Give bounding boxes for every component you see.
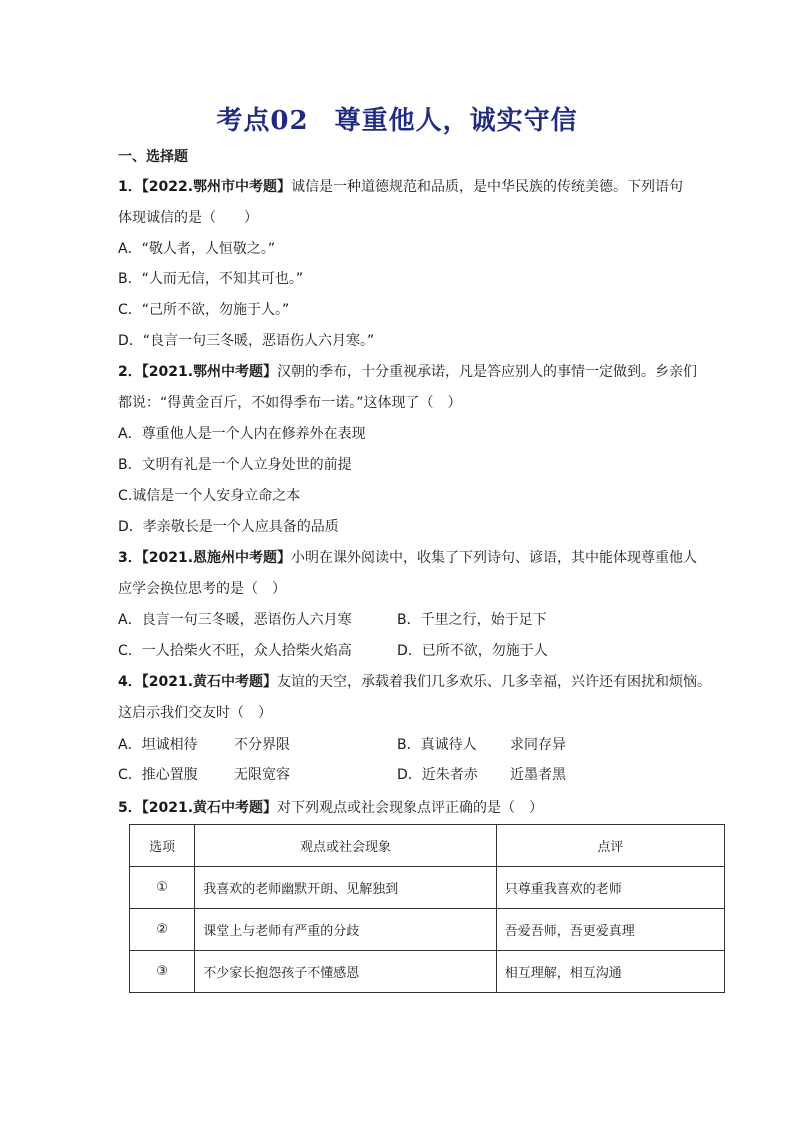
q3-stem-line1 xyxy=(118,549,697,567)
q1-option-d: D．“良言一句三冬暖，恶语伤人六月寒。” xyxy=(118,333,375,349)
q1-stem-line1 xyxy=(118,178,683,196)
q3-number: 3． xyxy=(118,550,142,566)
title-topic-number: 考点02 xyxy=(216,106,309,136)
q2-stem-line1 xyxy=(118,363,697,381)
table-cell-comment: 吾爱吾师，吾更爱真理 xyxy=(496,909,724,951)
table-cell-comment: 只尊重我喜欢的老师 xyxy=(496,867,724,909)
q4-number: 4． xyxy=(118,674,142,690)
table-cell-option: ① xyxy=(130,867,195,909)
q5-table xyxy=(129,824,725,993)
table-row xyxy=(130,867,725,909)
q3-option-d: D．已所不欲，勿施于人 xyxy=(397,643,548,659)
q4-option-c-label: C．推心置腹 xyxy=(118,767,198,783)
table-header-cell: 选项 xyxy=(130,825,195,867)
q3-option-b: B．千里之行，始于足下 xyxy=(397,612,547,628)
q1-stem-line2: 体现诚信的是（ ） xyxy=(118,210,258,226)
q3-text1: 小明在课外阅读中，收集了下列诗句、谚语，其中能体现尊重他人 xyxy=(291,550,698,566)
q2-source: 【2021.鄂州中考题】 xyxy=(141,364,278,380)
q4-option-d-label: D．近朱者赤 xyxy=(397,767,478,783)
section-heading: 一、选择题 xyxy=(118,149,188,165)
table-row xyxy=(130,909,725,951)
table-cell-option: ③ xyxy=(130,951,195,993)
q4-option-d-text: 近墨者黑 xyxy=(510,767,566,783)
q5-number: 5． xyxy=(118,800,142,816)
q2-option-c: C.诚信是一个人安身立命之本 xyxy=(118,488,301,504)
q2-stem-line2: 都说：“得黄金百斤，不如得季布一诺。”这体现了（ ） xyxy=(118,395,462,411)
q1-option-c: C．“己所不欲，勿施于人。” xyxy=(118,302,290,318)
q2-text1: 汉朝的季布，十分重视承诺，凡是答应别人的事情一定做到。乡亲们 xyxy=(277,364,698,380)
page-title xyxy=(0,100,794,137)
q2-option-b: B．文明有礼是一个人立身处世的前提 xyxy=(118,457,352,473)
q4-text1: 友谊的天空，承载着我们几多欢乐、几多幸福，兴许还有困扰和烦恼。 xyxy=(277,674,712,690)
q1-option-a: A．“敬人者，人恒敬之。” xyxy=(118,241,276,257)
q5-text1: 对下列观点或社会现象点评正确的是（ ） xyxy=(277,800,544,816)
q5-stem-line1 xyxy=(118,799,543,817)
table-cell-statement: 不少家长抱怨孩子不懂感恩 xyxy=(195,951,497,993)
q3-option-c: C．一人拾柴火不旺，众人拾柴火焰高 xyxy=(118,643,352,659)
q5-source: 【2021.黄石中考题】 xyxy=(141,800,278,816)
table-header-row xyxy=(130,825,725,867)
q3-option-a: A．良言一句三冬暖，恶语伤人六月寒 xyxy=(118,612,352,628)
q1-text1: 诚信是一种道德规范和品质，是中华民族的传统美德。下列语句 xyxy=(291,179,684,195)
q4-option-b-label: B．真诚待人 xyxy=(397,737,477,753)
q1-source: 【2022.鄂州市中考题】 xyxy=(141,179,292,195)
table-cell-option: ② xyxy=(130,909,195,951)
q4-stem-line2: 这启示我们交友时（ ） xyxy=(118,705,272,721)
q4-stem-line1 xyxy=(118,673,711,691)
table-header-cell: 观点或社会现象 xyxy=(195,825,497,867)
table-header-cell: 点评 xyxy=(496,825,724,867)
q3-source: 【2021.恩施州中考题】 xyxy=(141,550,292,566)
table-cell-statement: 课堂上与老师有严重的分歧 xyxy=(195,909,497,951)
q4-option-b-text: 求同存异 xyxy=(510,737,566,753)
q3-stem-line2: 应学会换位思考的是（ ） xyxy=(118,581,286,597)
table-cell-statement: 我喜欢的老师幽默开朗、见解独到 xyxy=(195,867,497,909)
table-row xyxy=(130,951,725,993)
q4-option-a-label: A．坦诚相待 xyxy=(118,737,198,753)
q4-option-c-text: 无限宽容 xyxy=(234,767,290,783)
q4-option-a-text: 不分界限 xyxy=(234,737,290,753)
q1-number: 1． xyxy=(118,179,142,195)
q4-source: 【2021.黄石中考题】 xyxy=(141,674,278,690)
title-topic-name: 尊重他人，诚实守信 xyxy=(334,106,578,136)
table-cell-comment: 相互理解，相互沟通 xyxy=(496,951,724,993)
q1-option-b: B．“人而无信，不知其可也。” xyxy=(118,271,304,287)
q2-option-d: D．孝亲敬长是一个人应具备的品质 xyxy=(118,519,339,535)
q2-number: 2． xyxy=(118,364,142,380)
q2-option-a: A．尊重他人是一个人内在修养外在表现 xyxy=(118,426,366,442)
